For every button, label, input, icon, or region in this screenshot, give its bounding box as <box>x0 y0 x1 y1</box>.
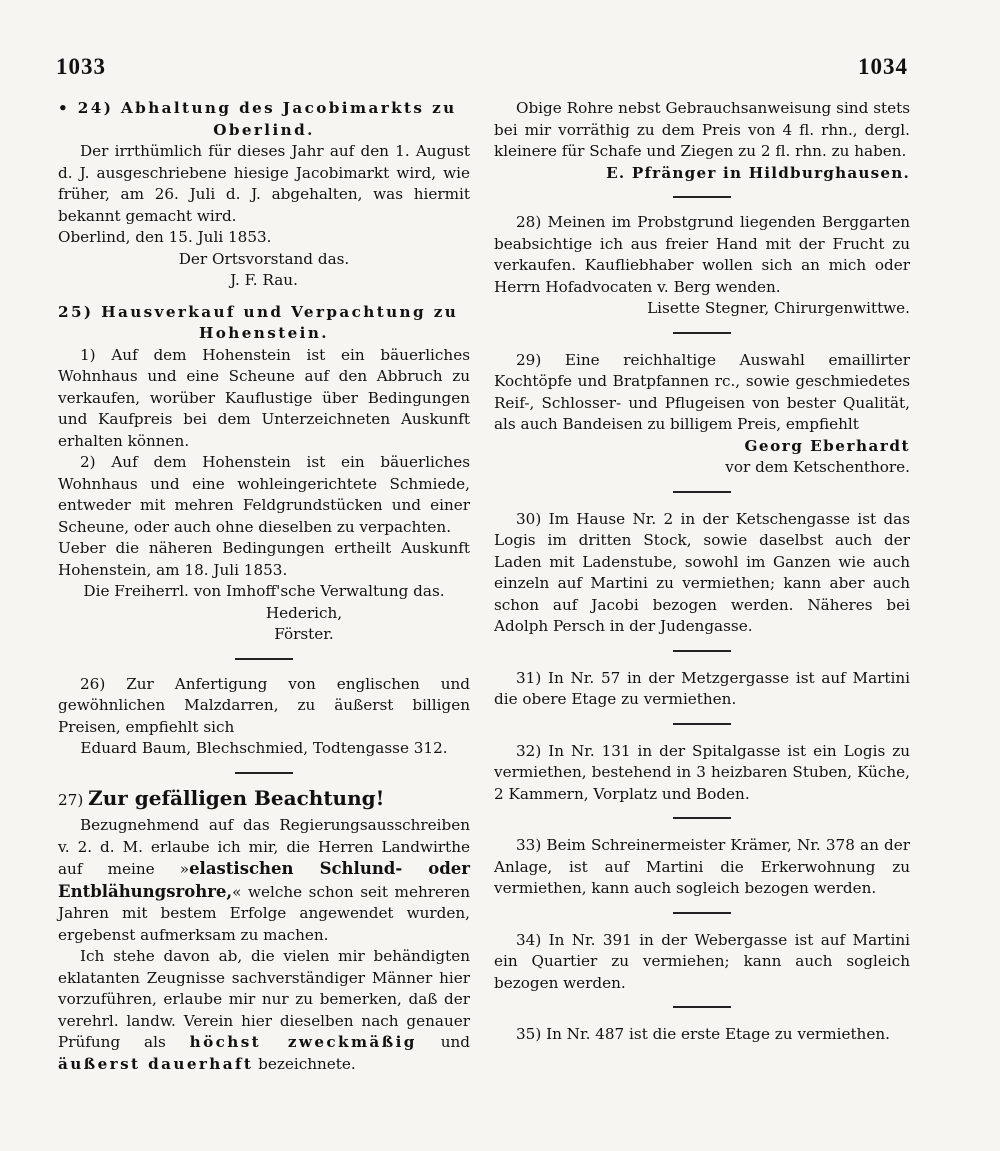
separator-rule <box>673 650 731 652</box>
notice-27-p2-and: und <box>416 1033 470 1051</box>
notice-27-p2-text: Ich stehe davon ab, die vielen mir behändigten eklatanten Zeugnisse sachverständiger Männer hier vorzuführen, erlaube mir nur zu bemerken, daß der verehrl. landw. Verein hier dieselben nach genauer Prüfung als <box>58 947 470 1051</box>
notice-25-signer: Die Freiherrl. von Imhoff'sche Verwaltung das. <box>83 582 445 600</box>
notice-35-body: 35) In Nr. 487 ist die erste Etage zu vermiethen. <box>516 1025 890 1043</box>
separator-rule <box>673 723 731 725</box>
notice-25-heading-line1: 25) Hausverkauf und Verpachtung zu <box>58 302 459 321</box>
notice-29 <box>494 350 910 479</box>
left-column <box>58 98 470 1075</box>
notice-27-title: Zur gefälligen Beachtung! <box>88 785 385 810</box>
notice-24-heading-line2: Oberlind. <box>213 120 315 139</box>
notice-30 <box>494 509 910 638</box>
separator-rule <box>673 491 731 493</box>
notice-25-heading-line2: Hohenstein. <box>199 324 329 342</box>
notice-29-body: 29) Eine reichhaltige Auswahl emaillirter Kochtöpfe und Bratpfannen rc., sowie geschmiedetes Reif-, Schlosser- und Pflugeisen von bester Qualität, als auch Bandeisen zu billigem Preis, empfiehlt <box>494 350 910 433</box>
right-column <box>494 98 910 1046</box>
notice-27-product-name: elastischen Schlund- oder Entblähungsrohre, <box>58 859 470 901</box>
notice-25-signer-title: Förster. <box>274 625 334 643</box>
notice-25-signer-name: Hederich, <box>265 603 343 622</box>
notice-29-signer-location: vor dem Ketschenthore. <box>725 458 910 476</box>
separator-rule <box>673 196 731 198</box>
notice-32 <box>494 741 910 806</box>
notice-25 <box>58 302 470 646</box>
notice-34-body: 34) In Nr. 391 in der Webergasse ist auf Martini ein Quartier zu vermiehen; kann auch sogleich bezogen werden. <box>494 930 910 992</box>
notice-27-emphasis-2: äußerst dauerhaft <box>58 1054 254 1073</box>
notice-28-signer: Lisette Stegner, Chirurgenwittwe. <box>647 299 910 317</box>
notice-25-item-2: 2) Auf dem Hohenstein ist ein bäuerliches Wohnhaus und eine wohleingerichtete Schmiede, entweder mit mehren Feldgrundstücken und einer Scheune, oder auch ohne dieselben zu verpachten. <box>58 453 470 536</box>
notice-32-body: 32) In Nr. 131 in der Spitalgasse ist ein Logis zu vermiethen, bestehend in 3 heizbaren Stuben, Küche, 2 Kammern, Vorplatz und Boden. <box>494 741 910 803</box>
notice-35 <box>494 1024 910 1046</box>
notice-24-signer-name: J. F. Rau. <box>230 271 298 289</box>
notice-26-signer: Eduard Baum, Blechschmied, Todtengasse 312. <box>80 739 448 757</box>
notice-24-signer: Der Ortsvorstand das. <box>178 249 350 268</box>
notice-27-p1-text: Bezugnehmend auf das Regierungsausschreiben v. 2. d. M. erlaube ich mir, die Herren Landwirthe auf meine » <box>58 816 470 878</box>
notice-27-emphasis-1: höchst zweckmäßig <box>189 1033 417 1051</box>
notice-27-cont-body: Obige Rohre nebst Gebrauchsanweisung sind stets bei mir vorräthig zu dem Preis von 4 fl. rhn., dergl. kleinere für Schafe und Ziegen zu 2 fl. rhn. zu haben. <box>494 99 910 160</box>
notice-25-item-1: 1) Auf dem Hohenstein ist ein bäuerliches Wohnhaus und eine Scheune auf den Abbruch zu verkaufen, worüber Kauflustige über Bedingungen und Kaufpreis bei dem Unterzeichneten Auskunft erhalten können. <box>58 345 470 450</box>
notice-26 <box>58 674 470 760</box>
separator-rule <box>235 658 293 660</box>
separator-rule <box>673 332 731 334</box>
separator-rule <box>673 1006 731 1008</box>
notice-30-body: 30) Im Hause Nr. 2 in der Ketschengasse ist das Logis im dritten Stock, sowie daselbst auch der Laden mit Ladenstube, sowohl im Ganzen wie auch einzeln auf Martini zu vermiethen; kann aber auch schon auf Jacobi bezogen werden. Näheres bei Adolph Persch in der Judengasse. <box>494 509 910 635</box>
notice-34 <box>494 930 910 995</box>
notice-24-heading-line1: • 24) Abhaltung des Jacobimarkts zu <box>58 99 457 117</box>
notice-27-number: 27) <box>58 790 84 809</box>
page-number-right: 1034 <box>858 54 908 79</box>
notice-27-p1-rest: « welche schon seit mehreren Jahren mit bestem Erfolge angewendet wurden, ergebenst aufmerksam zu machen. <box>58 882 470 944</box>
notice-27-continuation <box>494 98 910 184</box>
notice-24-body: Der irrthümlich für dieses Jahr auf den 1. August d. J. ausgeschriebene hiesige Jacobimarkt wird, wie früher, am 26. Juli d. J. abgehalten, was hiermit bekannt gemacht wird. <box>58 142 470 225</box>
notice-27-p2-end: bezeichnete. <box>253 1054 356 1073</box>
notice-33-body: 33) Beim Schreinermeister Krämer, Nr. 378 an der Anlage, ist auf Martini die Erkerwohnung zu vermiethen, kann auch sogleich bezogen werden. <box>494 836 910 897</box>
page-number-left: 1033 <box>56 54 106 79</box>
notice-27-paragraph-2 <box>58 946 470 1075</box>
notice-28 <box>494 212 910 320</box>
separator-rule <box>673 817 731 819</box>
notice-28-body: 28) Meinen im Probstgrund liegenden Berggarten beabsichtige ich aus freier Hand mit der Frucht zu verkaufen. Kaufliebhaber wollen sich an mich oder Herrn Hofadvocaten v. Berg wenden. <box>494 213 910 296</box>
notice-33 <box>494 835 910 900</box>
notice-24 <box>58 98 470 292</box>
notice-31 <box>494 668 910 711</box>
notice-26-body: 26) Zur Anfertigung von englischen und gewöhnlichen Malzdarren, zu äußerst billigen Preisen, empfiehlt sich <box>58 674 470 736</box>
separator-rule <box>673 912 731 914</box>
separator-rule <box>235 772 293 774</box>
notice-25-body: Ueber die näheren Bedingungen ertheilt Auskunft Hohenstein, am 18. Juli 1853. <box>58 539 470 579</box>
notice-24-dateline: Oberlind, den 15. Juli 1853. <box>58 228 272 246</box>
notice-31-body: 31) In Nr. 57 in der Metzgergasse ist auf Martini die obere Etage zu vermiethen. <box>494 668 910 708</box>
notice-27 <box>58 785 470 1076</box>
notice-29-signer: Georg Eberhardt <box>744 436 910 455</box>
notice-27-paragraph-1 <box>58 815 470 946</box>
notice-27-signer: E. Pfränger in Hildburghausen. <box>606 163 910 182</box>
